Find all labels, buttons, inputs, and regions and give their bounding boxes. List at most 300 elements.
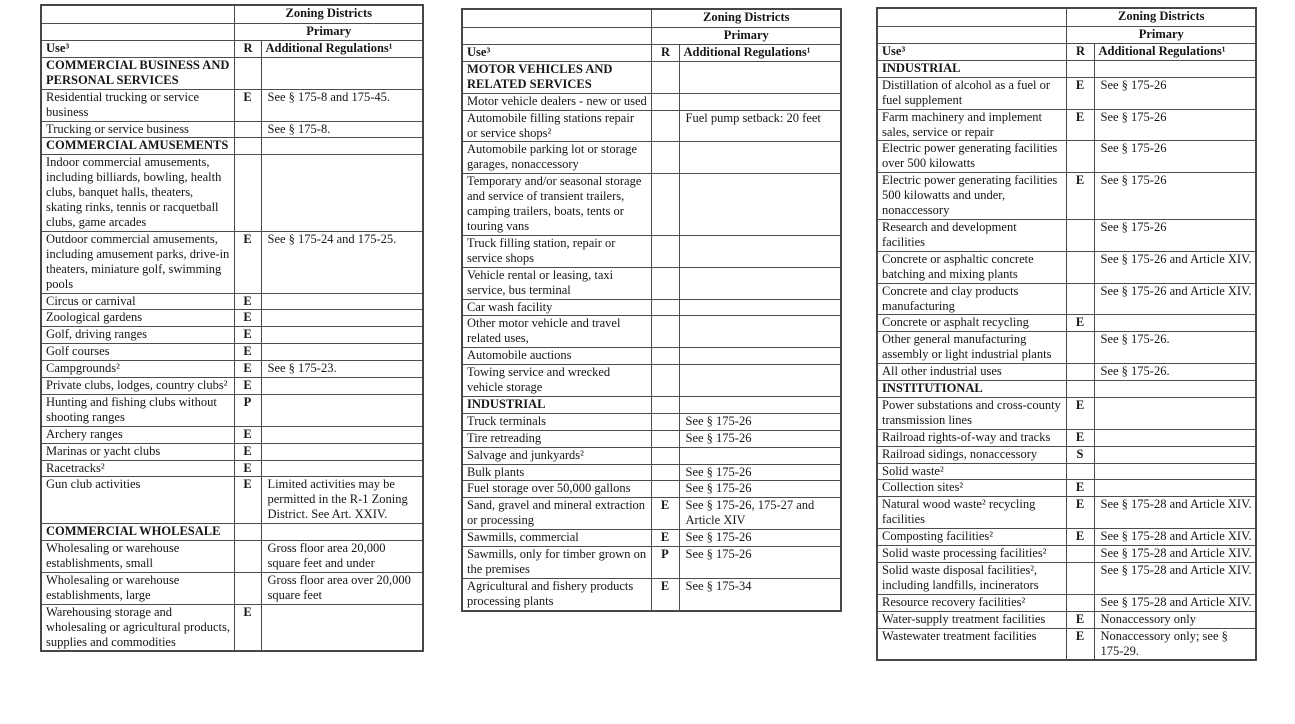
use-cell: Outdoor commercial amusements, including amusement parks, drive-in theaters, miniature golf, swimming pools — [41, 231, 234, 293]
district-r-value-cell — [1066, 219, 1094, 251]
use-row — [41, 121, 423, 138]
additional-regulations-cell: See § 175-26. — [1094, 364, 1256, 381]
primary-header: Primary — [234, 24, 423, 41]
district-r-value-cell: E — [1066, 529, 1094, 546]
district-r-value-cell: E — [1066, 429, 1094, 446]
additional-regulations-cell: See § 175-26, 175-27 and Article XIV — [679, 498, 841, 530]
district-r-value-cell: E — [1066, 173, 1094, 220]
use-cell: Truck terminals — [462, 413, 651, 430]
header-spacer-cell — [41, 5, 234, 24]
use-cell: Sand, gravel and mineral extraction or processing — [462, 498, 651, 530]
use-row — [462, 174, 841, 236]
use-row — [41, 572, 423, 604]
use-row — [462, 110, 841, 142]
district-r-value-cell — [651, 93, 679, 110]
use-row — [877, 463, 1256, 480]
use-row — [41, 344, 423, 361]
additional-regulations-cell — [1094, 446, 1256, 463]
use-cell: Hunting and fishing clubs without shooting ranges — [41, 394, 234, 426]
additional-regulations-cell — [261, 344, 423, 361]
section-header-row — [462, 61, 841, 93]
additional-regulations-cell: See § 175-26 — [679, 430, 841, 447]
use-row — [41, 378, 423, 395]
use-row — [877, 77, 1256, 109]
use-cell: Motor vehicle dealers - new or used — [462, 93, 651, 110]
additional-regulations-cell — [679, 316, 841, 348]
use-cell: Circus or carnival — [41, 293, 234, 310]
additional-regulations-cell: Gross floor area over 20,000 square feet — [261, 572, 423, 604]
district-r-value-cell: E — [1066, 497, 1094, 529]
additional-regulations-cell — [261, 293, 423, 310]
primary-header: Primary — [651, 28, 841, 45]
use-cell: Gun club activities — [41, 477, 234, 524]
district-r-value-cell — [651, 61, 679, 93]
additional-regulations-cell: Nonaccessory only — [1094, 611, 1256, 628]
use-row — [462, 142, 841, 174]
use-row — [462, 481, 841, 498]
district-r-value-cell: E — [234, 443, 261, 460]
additional-regulations-cell — [679, 61, 841, 93]
additional-regulations-cell: See § 175-26 — [1094, 219, 1256, 251]
zoning-districts-header-row — [41, 5, 423, 24]
use-cell: Other motor vehicle and travel related uses, — [462, 316, 651, 348]
use-cell: All other industrial uses — [877, 364, 1066, 381]
use-row — [877, 332, 1256, 364]
district-r-value-cell: E — [1066, 109, 1094, 141]
zoning-table-motor-vehicles — [461, 8, 842, 612]
district-r-value-cell — [234, 57, 261, 89]
additional-regulations-cell: See § 175-26 — [1094, 77, 1256, 109]
district-r-value-cell: E — [1066, 611, 1094, 628]
additional-regulations-cell: Fuel pump setback: 20 feet — [679, 110, 841, 142]
use-row — [41, 231, 423, 293]
use-row — [877, 141, 1256, 173]
use-cell: Electric power generating facilities over 500 kilowatts — [877, 141, 1066, 173]
district-r-value-cell — [651, 110, 679, 142]
district-r-value-cell: E — [234, 293, 261, 310]
additional-regulations-cell — [679, 396, 841, 413]
additional-regulations-cell: See § 175-26 — [1094, 141, 1256, 173]
additional-regulations-cell — [1094, 60, 1256, 77]
district-r-value-cell — [651, 142, 679, 174]
section-header-row — [41, 138, 423, 155]
use-cell: Collection sites² — [877, 480, 1066, 497]
additional-regulations-cell: See § 175-28 and Article XIV. — [1094, 497, 1256, 529]
use-cell: Marinas or yacht clubs — [41, 443, 234, 460]
use-cell: Vehicle rental or leasing, taxi service, bus terminal — [462, 267, 651, 299]
additional-regulations-cell — [261, 57, 423, 89]
additional-regulations-cell: See § 175-34 — [679, 578, 841, 610]
district-r-value-cell: E — [234, 378, 261, 395]
district-r-value-cell — [234, 138, 261, 155]
header-spacer-cell — [877, 27, 1066, 44]
district-r-value-cell — [651, 316, 679, 348]
section-header-row — [41, 524, 423, 541]
district-r-value-cell — [1066, 141, 1094, 173]
district-r-value-cell: E — [234, 426, 261, 443]
use-cell: Wastewater treatment facilities — [877, 628, 1066, 660]
use-cell: Trucking or service business — [41, 121, 234, 138]
district-r-value-cell — [651, 174, 679, 236]
use-row — [877, 109, 1256, 141]
district-r-value-cell: S — [1066, 446, 1094, 463]
district-r-value-cell — [1066, 364, 1094, 381]
use-cell: Railroad sidings, nonaccessory — [877, 446, 1066, 463]
additional-regulations-cell — [1094, 480, 1256, 497]
use-cell: INDUSTRIAL — [877, 60, 1066, 77]
additional-regulations-cell: Gross floor area 20,000 square feet and under — [261, 541, 423, 573]
use-cell: Research and development facilities — [877, 219, 1066, 251]
additional-regulations-cell: See § 175-26 — [679, 530, 841, 547]
district-r-value-cell: E — [234, 231, 261, 293]
use-cell: INSTITUTIONAL — [877, 381, 1066, 398]
use-row — [41, 604, 423, 651]
additional-regulations-cell: See § 175-26 — [679, 413, 841, 430]
use-column-header: Use³ — [41, 41, 234, 58]
use-column-header: Use³ — [877, 44, 1066, 61]
use-row — [877, 251, 1256, 283]
additional-regulations-cell: See § 175-28 and Article XIV. — [1094, 546, 1256, 563]
additional-regulations-cell: See § 175-26 and Article XIV. — [1094, 283, 1256, 315]
district-r-value-cell — [651, 413, 679, 430]
use-row — [877, 397, 1256, 429]
district-r-value-cell: E — [234, 310, 261, 327]
use-cell: COMMERCIAL BUSINESS AND PERSONAL SERVICES — [41, 57, 234, 89]
district-r-value-cell: E — [234, 89, 261, 121]
district-r-value-cell — [651, 464, 679, 481]
district-r-value-cell: P — [234, 394, 261, 426]
use-cell: Warehousing storage and wholesaling or agricultural products, supplies and commodities — [41, 604, 234, 651]
district-r-value-cell — [1066, 60, 1094, 77]
use-row — [877, 429, 1256, 446]
header-spacer-cell — [41, 24, 234, 41]
additional-regulations-column-header: Additional Regulations¹ — [679, 45, 841, 62]
district-r-value-cell: E — [1066, 480, 1094, 497]
use-cell: Water-supply treatment facilities — [877, 611, 1066, 628]
additional-regulations-cell — [679, 447, 841, 464]
additional-regulations-cell: See § 175-26 and Article XIV. — [1094, 251, 1256, 283]
additional-regulations-cell: See § 175-26. — [1094, 332, 1256, 364]
additional-regulations-cell — [1094, 463, 1256, 480]
header-spacer-cell — [462, 28, 651, 45]
district-r-value-cell — [1066, 381, 1094, 398]
use-cell: Resource recovery facilities² — [877, 594, 1066, 611]
use-cell: Power substations and cross-county transmission lines — [877, 397, 1066, 429]
section-header-row — [877, 381, 1256, 398]
district-r-value-cell — [1066, 251, 1094, 283]
use-row — [877, 480, 1256, 497]
additional-regulations-cell — [1094, 381, 1256, 398]
zoning-districts-header: Zoning Districts — [234, 5, 423, 24]
use-row — [462, 93, 841, 110]
district-r-value-cell — [1066, 463, 1094, 480]
use-row — [877, 173, 1256, 220]
use-cell: Temporary and/or seasonal storage and service of transient trailers, camping trailers, boats, tents or touring vans — [462, 174, 651, 236]
use-row — [462, 316, 841, 348]
primary-header-row — [877, 27, 1256, 44]
additional-regulations-cell — [261, 155, 423, 232]
use-row — [462, 430, 841, 447]
use-row — [41, 477, 423, 524]
use-cell: Natural wood waste² recycling facilities — [877, 497, 1066, 529]
primary-header-row — [462, 28, 841, 45]
additional-regulations-cell — [261, 460, 423, 477]
use-row — [41, 460, 423, 477]
zoning-table-commercial — [40, 4, 424, 652]
use-column-header: Use³ — [462, 45, 651, 62]
district-r-value-cell — [234, 572, 261, 604]
district-r-value-cell — [234, 121, 261, 138]
additional-regulations-cell — [261, 378, 423, 395]
use-cell: Solid waste² — [877, 463, 1066, 480]
section-header-row — [41, 57, 423, 89]
additional-regulations-cell — [1094, 397, 1256, 429]
section-header-row — [462, 396, 841, 413]
use-row — [462, 530, 841, 547]
use-row — [41, 361, 423, 378]
district-r-value-cell — [651, 447, 679, 464]
use-cell: Agricultural and fishery products processing plants — [462, 578, 651, 610]
additional-regulations-cell: See § 175-26 — [1094, 109, 1256, 141]
use-cell: Car wash facility — [462, 299, 651, 316]
additional-regulations-cell — [261, 426, 423, 443]
use-cell: Other general manufacturing assembly or light industrial plants — [877, 332, 1066, 364]
use-cell: Zoological gardens — [41, 310, 234, 327]
use-cell: Composting facilities² — [877, 529, 1066, 546]
zoning-use-table — [461, 8, 842, 612]
district-r-value-cell — [1066, 563, 1094, 595]
additional-regulations-cell: Nonaccessory only; see § 175-29. — [1094, 628, 1256, 660]
use-cell: Automobile parking lot or storage garages, nonaccessory — [462, 142, 651, 174]
additional-regulations-cell — [261, 310, 423, 327]
use-row — [41, 310, 423, 327]
additional-regulations-cell: See § 175-26 — [1094, 173, 1256, 220]
district-r-value-cell — [651, 396, 679, 413]
additional-regulations-cell — [261, 394, 423, 426]
additional-regulations-cell — [261, 604, 423, 651]
use-cell: Campgrounds² — [41, 361, 234, 378]
district-r-value-cell: E — [1066, 628, 1094, 660]
additional-regulations-cell — [679, 365, 841, 397]
use-cell: Railroad rights-of-way and tracks — [877, 429, 1066, 446]
use-cell: Sawmills, commercial — [462, 530, 651, 547]
district-r-value-cell: E — [1066, 397, 1094, 429]
use-row — [877, 529, 1256, 546]
r-district-column-header: R — [234, 41, 261, 58]
primary-header: Primary — [1066, 27, 1256, 44]
use-row — [462, 235, 841, 267]
additional-regulations-cell: See § 175-28 and Article XIV. — [1094, 529, 1256, 546]
additional-regulations-cell — [261, 138, 423, 155]
header-spacer-cell — [877, 8, 1066, 27]
use-row — [462, 464, 841, 481]
use-row — [462, 578, 841, 610]
use-cell: Distillation of alcohol as a fuel or fuel supplement — [877, 77, 1066, 109]
use-cell: MOTOR VEHICLES AND RELATED SERVICES — [462, 61, 651, 93]
use-cell: Golf courses — [41, 344, 234, 361]
district-r-value-cell: E — [234, 477, 261, 524]
use-row — [462, 348, 841, 365]
zoning-use-table — [40, 4, 424, 652]
additional-regulations-cell — [1094, 429, 1256, 446]
use-cell: Sawmills, only for timber grown on the premises — [462, 547, 651, 579]
use-cell: Solid waste processing facilities² — [877, 546, 1066, 563]
use-cell: Fuel storage over 50,000 gallons — [462, 481, 651, 498]
use-cell: Electric power generating facilities 500 kilowatts and under, nonaccessory — [877, 173, 1066, 220]
district-r-value-cell — [651, 348, 679, 365]
use-row — [41, 394, 423, 426]
use-row — [462, 547, 841, 579]
district-r-value-cell — [651, 267, 679, 299]
use-row — [877, 446, 1256, 463]
use-cell: Concrete or asphaltic concrete batching and mixing plants — [877, 251, 1066, 283]
use-cell: Concrete and clay products manufacturing — [877, 283, 1066, 315]
column-header-row — [462, 45, 841, 62]
additional-regulations-cell: See § 175-8 and 175-45. — [261, 89, 423, 121]
district-r-value-cell: E — [1066, 315, 1094, 332]
district-r-value-cell: E — [234, 327, 261, 344]
district-r-value-cell — [234, 541, 261, 573]
use-row — [877, 628, 1256, 660]
district-r-value-cell — [1066, 546, 1094, 563]
use-cell: Indoor commercial amusements, including billiards, bowling, health clubs, banquet halls, theaters, skating rinks, tennis or racquetball clubs, game arcades — [41, 155, 234, 232]
use-cell: Private clubs, lodges, country clubs² — [41, 378, 234, 395]
use-row — [41, 155, 423, 232]
district-r-value-cell — [1066, 332, 1094, 364]
r-district-column-header: R — [651, 45, 679, 62]
district-r-value-cell — [1066, 594, 1094, 611]
zoning-use-table — [876, 7, 1257, 661]
use-cell: Racetracks² — [41, 460, 234, 477]
district-r-value-cell: E — [651, 578, 679, 610]
district-r-value-cell — [1066, 283, 1094, 315]
use-cell: INDUSTRIAL — [462, 396, 651, 413]
use-row — [41, 541, 423, 573]
additional-regulations-cell — [261, 524, 423, 541]
zoning-table-industrial-institutional — [876, 7, 1257, 661]
district-r-value-cell — [651, 235, 679, 267]
use-row — [877, 315, 1256, 332]
district-r-value-cell — [651, 481, 679, 498]
district-r-value-cell: E — [234, 344, 261, 361]
use-cell: COMMERCIAL AMUSEMENTS — [41, 138, 234, 155]
additional-regulations-cell: Limited activities may be permitted in the R-1 Zoning District. See Art. XXIV. — [261, 477, 423, 524]
use-cell: Automobile auctions — [462, 348, 651, 365]
additional-regulations-cell — [679, 174, 841, 236]
zoning-districts-header-row — [462, 9, 841, 28]
use-cell: Truck filling station, repair or service shops — [462, 235, 651, 267]
r-district-column-header: R — [1066, 44, 1094, 61]
use-row — [41, 89, 423, 121]
district-r-value-cell — [234, 524, 261, 541]
use-cell: Concrete or asphalt recycling — [877, 315, 1066, 332]
use-cell: Automobile filling stations repair or service shops² — [462, 110, 651, 142]
use-cell: Archery ranges — [41, 426, 234, 443]
additional-regulations-cell: See § 175-24 and 175-25. — [261, 231, 423, 293]
use-row — [877, 497, 1256, 529]
district-r-value-cell: E — [1066, 77, 1094, 109]
use-cell: Wholesaling or warehouse establishments, small — [41, 541, 234, 573]
additional-regulations-column-header: Additional Regulations¹ — [1094, 44, 1256, 61]
zoning-districts-header: Zoning Districts — [1066, 8, 1256, 27]
use-cell: Bulk plants — [462, 464, 651, 481]
use-row — [462, 299, 841, 316]
use-row — [877, 594, 1256, 611]
use-row — [877, 563, 1256, 595]
district-r-value-cell — [651, 430, 679, 447]
additional-regulations-cell: See § 175-8. — [261, 121, 423, 138]
use-cell: Golf, driving ranges — [41, 327, 234, 344]
additional-regulations-cell — [679, 93, 841, 110]
zoning-districts-header: Zoning Districts — [651, 9, 841, 28]
additional-regulations-cell: See § 175-23. — [261, 361, 423, 378]
additional-regulations-cell: See § 175-26 — [679, 547, 841, 579]
use-cell: Residential trucking or service business — [41, 89, 234, 121]
use-row — [41, 426, 423, 443]
column-header-row — [41, 41, 423, 58]
district-r-value-cell: E — [234, 604, 261, 651]
district-r-value-cell — [651, 299, 679, 316]
additional-regulations-cell — [679, 348, 841, 365]
header-spacer-cell — [462, 9, 651, 28]
use-cell: Towing service and wrecked vehicle storage — [462, 365, 651, 397]
use-row — [877, 219, 1256, 251]
district-r-value-cell: E — [234, 361, 261, 378]
district-r-value-cell: E — [651, 530, 679, 547]
use-row — [462, 365, 841, 397]
use-row — [41, 443, 423, 460]
district-r-value-cell: E — [651, 498, 679, 530]
use-cell: Salvage and junkyards² — [462, 447, 651, 464]
use-cell: Tire retreading — [462, 430, 651, 447]
additional-regulations-cell — [679, 299, 841, 316]
use-row — [41, 327, 423, 344]
district-r-value-cell: E — [234, 460, 261, 477]
zoning-districts-header-row — [877, 8, 1256, 27]
section-header-row — [877, 60, 1256, 77]
use-cell: Solid waste disposal facilities², including landfills, incinerators — [877, 563, 1066, 595]
additional-regulations-column-header: Additional Regulations¹ — [261, 41, 423, 58]
column-header-row — [877, 44, 1256, 61]
district-r-value-cell: P — [651, 547, 679, 579]
use-row — [877, 364, 1256, 381]
additional-regulations-cell: See § 175-28 and Article XIV. — [1094, 563, 1256, 595]
use-row — [462, 267, 841, 299]
use-cell: Wholesaling or warehouse establishments, large — [41, 572, 234, 604]
additional-regulations-cell — [679, 235, 841, 267]
use-row — [462, 447, 841, 464]
additional-regulations-cell — [261, 443, 423, 460]
primary-header-row — [41, 24, 423, 41]
district-r-value-cell — [651, 365, 679, 397]
use-cell: COMMERCIAL WHOLESALE — [41, 524, 234, 541]
use-row — [877, 611, 1256, 628]
additional-regulations-cell — [1094, 315, 1256, 332]
additional-regulations-cell — [261, 327, 423, 344]
use-row — [877, 546, 1256, 563]
district-r-value-cell — [234, 155, 261, 232]
additional-regulations-cell: See § 175-26 — [679, 481, 841, 498]
additional-regulations-cell: See § 175-26 — [679, 464, 841, 481]
use-cell: Farm machinery and implement sales, service or repair — [877, 109, 1066, 141]
use-row — [877, 283, 1256, 315]
additional-regulations-cell — [679, 267, 841, 299]
use-row — [462, 498, 841, 530]
use-row — [462, 413, 841, 430]
additional-regulations-cell — [679, 142, 841, 174]
use-row — [41, 293, 423, 310]
additional-regulations-cell: See § 175-28 and Article XIV. — [1094, 594, 1256, 611]
